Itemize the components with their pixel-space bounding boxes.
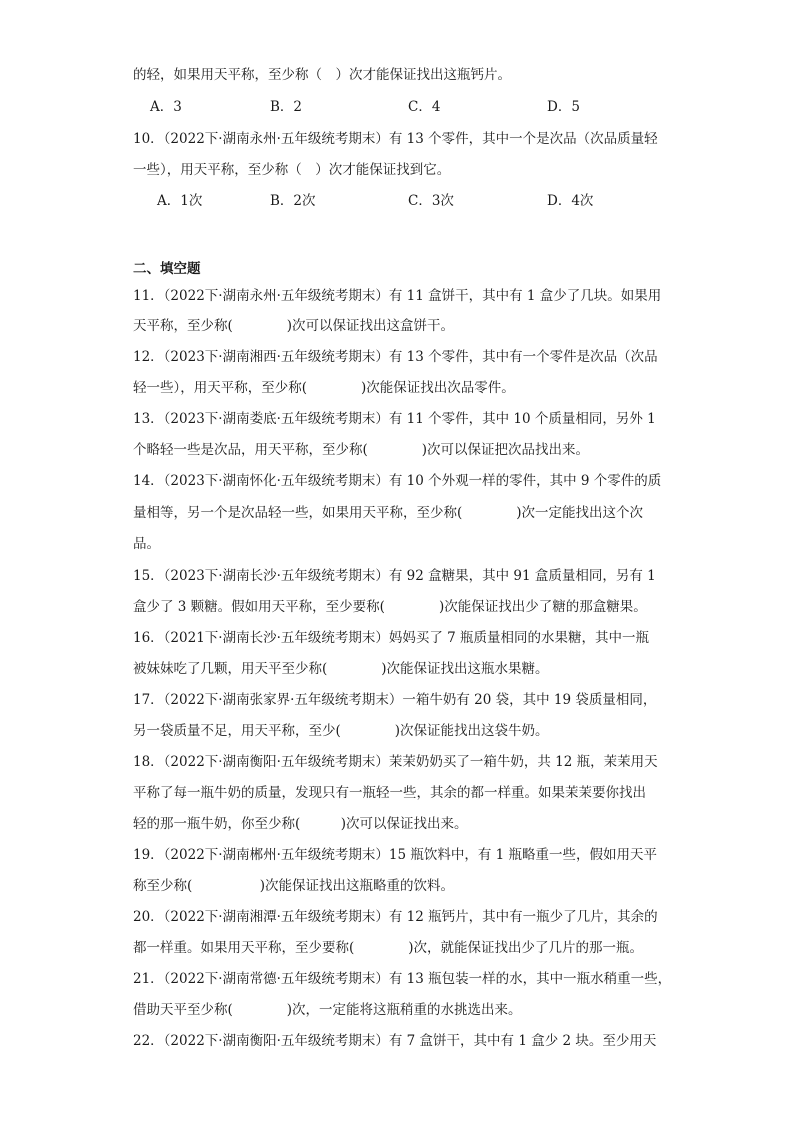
q20-line-2: 都一样重。如果用天平称，至少要称( )次，就能保证找出少了几片的那一瓶。	[133, 940, 644, 956]
q9-option-d: D．5	[547, 99, 580, 115]
q17-line-2: 另一袋质量不足，用天平称，至少( )次保证能找出这袋牛奶。	[133, 723, 549, 739]
q16-line-1: 16．（2021下·湖南长沙·五年级统考期末）妈妈买了 7 瓶质量相同的水果糖，其中一瓶	[133, 630, 650, 646]
q17-line-1: 17．（2022下·湖南张家界·五年级统考期末）一箱牛奶有 20 袋，其中 19 袋质量相同，	[133, 692, 657, 708]
q16-line-2: 被妹妹吃了几颗，用天平至少称( )次能保证找出这瓶水果糖。	[133, 661, 549, 677]
q14-line-2: 量相等，另一个是次品轻一些，如果用天平称，至少称( )次一定能找出这个次	[133, 505, 644, 521]
q21-line-2: 借助天平至少称( )次，一定能将这瓶稍重的水挑选出来。	[133, 1002, 522, 1018]
q12-line-2: 轻一些），用天平称，至少称( )次能保证找出次品零件。	[133, 380, 515, 396]
q18-line-2: 平称了每一瓶牛奶的质量，发现只有一瓶轻一些，其余的都一样重。如果茉茉要你找出	[133, 785, 646, 801]
q21-line-1: 21．（2022下·湖南常德·五年级统考期末）有 13 瓶包装一样的水，其中一瓶水稍重一些，	[133, 971, 672, 987]
q14-line-1: 14．（2023下·湖南怀化·五年级统考期末）有 10 个外观一样的零件，其中 9 个零件的质	[133, 473, 662, 489]
q18-line-1: 18．（2022下·湖南衡阳·五年级统考期末）茉茉奶奶买了一箱牛奶，共 12 瓶，茉茉用天	[133, 754, 658, 770]
q13-line-1: 13．（2023下·湖南娄底·五年级统考期末）有 11 个零件，其中 10 个质量相同，另外 1	[133, 411, 656, 427]
q9-option-c: C．4	[408, 99, 441, 115]
q11-line-1: 11．（2022下·湖南永州·五年级统考期末）有 11 盒饼干，其中有 1 盒少了几块。如果用	[133, 288, 662, 304]
q9-continuation: 的轻，如果用天平称，至少称（ ）次才能保证找出这瓶钙片。	[133, 67, 511, 83]
q10-line-2: 一些），用天平称，至少称（ ）次才能保证找到它。	[133, 162, 451, 178]
q9-option-b: B．2	[270, 99, 303, 115]
q19-line-2: 称至少称( )次能保证找出这瓶略重的饮料。	[133, 878, 455, 894]
q10-option-b: B．2次	[270, 193, 316, 209]
q14-line-3: 品。	[133, 536, 160, 552]
q18-line-3: 轻的那一瓶牛奶，你至少称( )次可以保证找出来。	[133, 816, 468, 832]
q10-line-1: 10．（2022下·湖南永州·五年级统考期末）有 13 个零件，其中一个是次品（次品质量轻	[133, 131, 658, 147]
q20-line-1: 20．（2022下·湖南湘潭·五年级统考期末）有 12 瓶钙片，其中有一瓶少了几片，其余的	[133, 909, 658, 925]
q12-line-1: 12．（2023下·湖南湘西·五年级统考期末）有 13 个零件，其中有一个零件是次品（次品	[133, 349, 658, 365]
q19-line-1: 19．（2022下·湖南郴州·五年级统考期末）15 瓶饮料中，有 1 瓶略重一些，假如用天平	[133, 847, 658, 863]
q15-line-2: 盒少了 3 颗糖。假如用天平称，至少要称( )次能保证找出少了糖的那盒糖果。	[133, 599, 647, 615]
q10-option-d: D．4次	[547, 193, 594, 209]
q13-line-2: 个略轻一些是次品，用天平称，至少称( )次可以保证把次品找出来。	[133, 442, 590, 458]
q11-line-2: 天平称，至少称( )次可以保证找出这盒饼干。	[133, 318, 455, 334]
q15-line-1: 15．（2023下·湖南长沙·五年级统考期末）有 92 盒糖果，其中 91 盒质量相同，另有 1	[133, 568, 656, 584]
q10-option-a: A．1次	[157, 193, 203, 209]
q22-line-1: 22．（2022下·湖南衡阳·五年级统考期末）有 7 盒饼干，其中有 1 盒少 2 块。至少用天	[133, 1033, 657, 1049]
q9-option-a: A．3	[150, 99, 182, 115]
q10-option-c: C．3次	[408, 193, 454, 209]
section-title: 二、填空题	[133, 261, 201, 277]
